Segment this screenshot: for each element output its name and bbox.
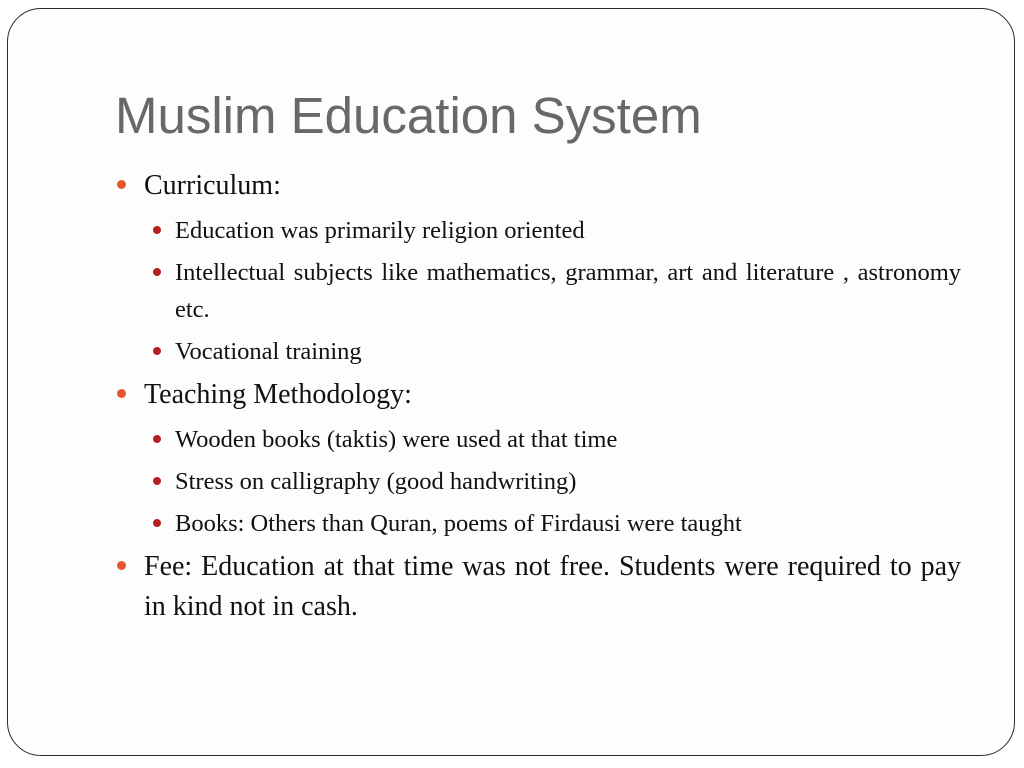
sub-bullet <box>115 463 961 500</box>
sub-bullet-text: Intellectual subjects like mathematics, grammar, art and literature , astronomy etc. <box>175 259 961 323</box>
sub-bullet-dot-icon <box>153 226 161 234</box>
sub-bullet-text: Vocational training <box>175 338 362 365</box>
bullet-fee <box>115 547 961 627</box>
slide-body <box>115 166 961 633</box>
bullet-text: Curriculum: <box>144 170 281 201</box>
sub-bullet <box>115 254 961 328</box>
sub-bullet-dot-icon <box>153 519 161 527</box>
bullet-dot-icon <box>117 561 126 570</box>
sub-bullet <box>115 421 961 458</box>
bullet-curriculum <box>115 166 961 206</box>
sub-bullet-text: Wooden books (taktis) were used at that time <box>175 426 618 453</box>
sub-bullet-dot-icon <box>153 268 161 276</box>
bullet-dot-icon <box>117 389 126 398</box>
bullet-text: Teaching Methodology: <box>144 379 412 410</box>
sub-bullet-dot-icon <box>153 435 161 443</box>
bullet-text: Fee: Education at that time was not free. Students were required to pay in kind not in cash. <box>144 551 961 622</box>
sub-bullet-text: Education was primarily religion oriented <box>175 217 585 244</box>
sub-bullet-dot-icon <box>153 347 161 355</box>
slide-title: Muslim Education System <box>115 87 702 144</box>
sub-bullet-dot-icon <box>153 477 161 485</box>
sub-bullet <box>115 505 961 542</box>
sub-bullet <box>115 212 961 249</box>
bullet-teaching-methodology <box>115 375 961 415</box>
sub-bullet-text: Stress on calligraphy (good handwriting) <box>175 468 577 495</box>
bullet-dot-icon <box>117 180 126 189</box>
sub-bullet-text: Books: Others than Quran, poems of Firdausi were taught <box>175 510 742 537</box>
sub-bullet <box>115 333 961 370</box>
